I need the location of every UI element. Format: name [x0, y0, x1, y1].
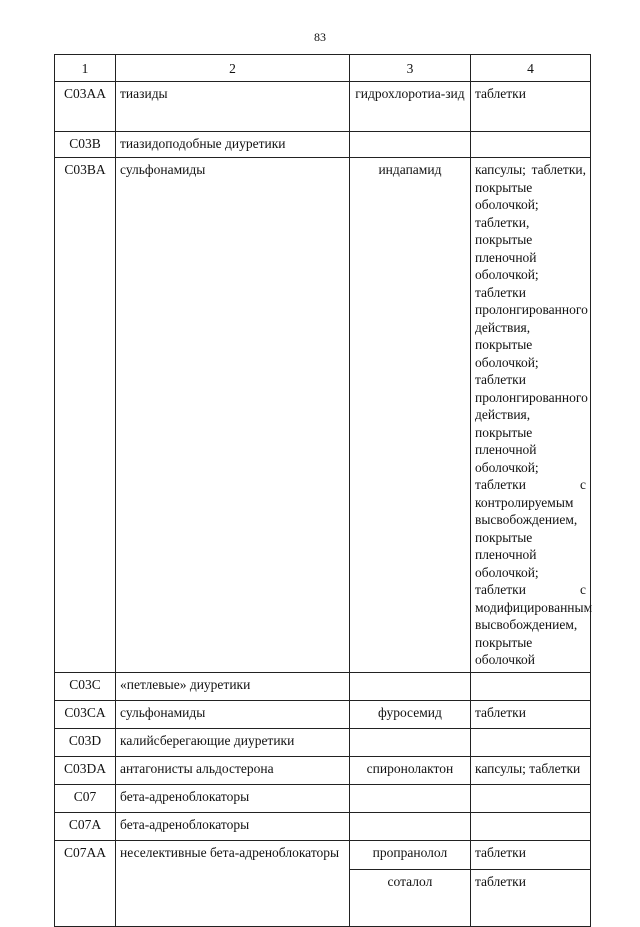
- group-name: неселективные бета-адреноблокаторы: [116, 840, 350, 926]
- substance-name: фуросемид: [349, 700, 470, 728]
- atc-code: C03C: [55, 672, 116, 700]
- group-name: сульфонамиды: [116, 700, 350, 728]
- substance-name: соталол: [350, 869, 470, 894]
- group-name: антагонисты альдостерона: [116, 756, 350, 784]
- table-row: [55, 784, 591, 812]
- atc-code: C03B: [55, 132, 116, 158]
- table-row: [55, 700, 591, 728]
- group-name: бета-адреноблокаторы: [116, 812, 350, 840]
- atc-code: C03BA: [55, 158, 116, 673]
- atc-code: C03DA: [55, 756, 116, 784]
- table-row: [55, 132, 591, 158]
- page-number: 83: [314, 30, 326, 44]
- substance-name: пропранолол: [372, 844, 448, 860]
- header-col-1: 1: [55, 55, 116, 82]
- atc-code: C03CA: [55, 700, 116, 728]
- substance-name: [349, 728, 470, 756]
- table-row: [55, 728, 591, 756]
- substance-name: [349, 132, 470, 158]
- atc-code: C07A: [55, 812, 116, 840]
- atc-code: C03D: [55, 728, 116, 756]
- table-row: [55, 82, 591, 132]
- forms-cell: [470, 840, 590, 926]
- substance-name: индапамид: [349, 158, 470, 673]
- dosage-forms: таблетки: [470, 700, 590, 728]
- table-row: [55, 812, 591, 840]
- dosage-forms: капсулы; таблетки: [470, 756, 590, 784]
- table-row: [55, 756, 591, 784]
- substance-name: [349, 812, 470, 840]
- substance-name: гидрохлоротиа-зид: [349, 82, 470, 132]
- dosage-forms: [470, 672, 590, 700]
- atc-code: C07: [55, 784, 116, 812]
- dosage-forms: таблетки: [471, 869, 590, 894]
- table-row: [55, 158, 591, 673]
- substance-cell: [349, 840, 470, 926]
- header-col-2: 2: [116, 55, 350, 82]
- atc-code: C07AA: [55, 840, 116, 926]
- dosage-forms: таблетки: [470, 82, 590, 132]
- group-name: тиазидоподобные диуретики: [116, 132, 350, 158]
- group-name: тиазиды: [116, 82, 350, 132]
- atc-code: C03AA: [55, 82, 116, 132]
- header-col-4: 4: [470, 55, 590, 82]
- group-name: бета-адреноблокаторы: [116, 784, 350, 812]
- drug-classification-table: [54, 54, 591, 927]
- group-name: сульфонамиды: [116, 158, 350, 673]
- table-row: [55, 672, 591, 700]
- dosage-forms: [470, 132, 590, 158]
- substance-name: спиронолактон: [349, 756, 470, 784]
- dosage-forms: капсулы; таблетки, покрытые оболочкой; таблетки, покрытые пленочной оболочкой; таблетки пролонгированного действия, покрытые оболочкой; таблетки пролонгированного действия, покрытые пленочной оболочкой; таблетки с контролируемым высвобождением, покрытые пленочной оболочкой; таблетки с модифицированным высвобождением, покрытые оболочкой: [470, 158, 590, 673]
- header-col-3: 3: [349, 55, 470, 82]
- dosage-forms: [470, 728, 590, 756]
- substance-name: [349, 784, 470, 812]
- group-name: «петлевые» диуретики: [116, 672, 350, 700]
- dosage-forms: [470, 784, 590, 812]
- table-row: [55, 840, 591, 926]
- dosage-forms: [470, 812, 590, 840]
- table-header-row: [55, 55, 591, 82]
- group-name: калийсберегающие диуретики: [116, 728, 350, 756]
- substance-name: [349, 672, 470, 700]
- dosage-forms: таблетки: [474, 844, 526, 860]
